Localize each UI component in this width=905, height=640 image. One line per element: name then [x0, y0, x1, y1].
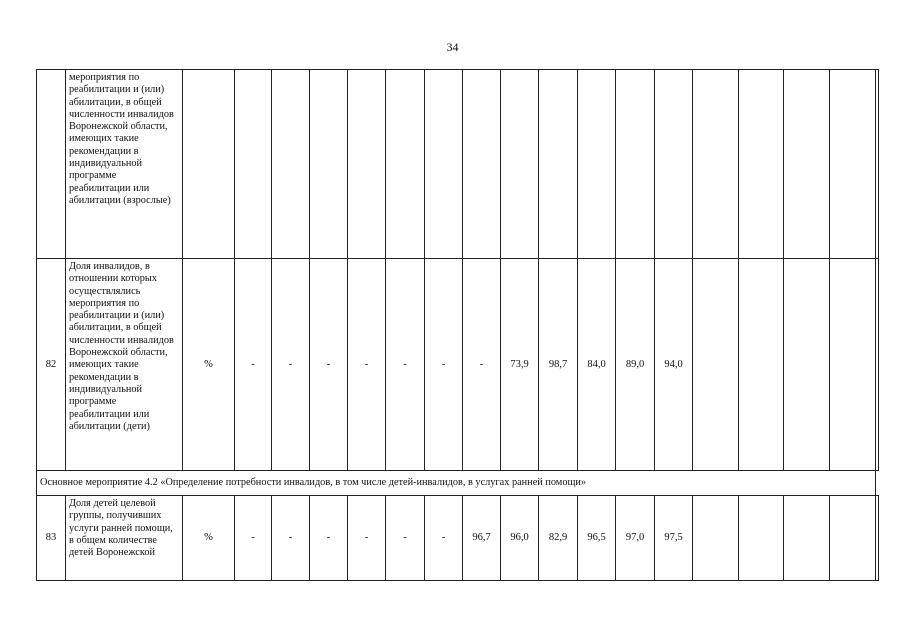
value-cell: 97,5: [655, 496, 693, 581]
row-number: [37, 70, 66, 259]
value-cell: -: [348, 259, 386, 471]
value-cell: 94,0: [655, 259, 693, 471]
value-cell: [539, 70, 578, 259]
value-cell: 82,9: [539, 496, 578, 581]
value-cell: [501, 70, 539, 259]
value-cell: -: [463, 259, 501, 471]
value-cell: [693, 70, 739, 259]
value-cell: -: [425, 496, 463, 581]
value-cell: [739, 70, 784, 259]
value-cell: -: [272, 496, 310, 581]
value-cell: 98,7: [539, 259, 578, 471]
table-row: [37, 496, 879, 581]
value-cell: [876, 259, 879, 471]
value-cell: [235, 70, 272, 259]
table-row: [37, 70, 879, 259]
value-cell: 73,9: [501, 259, 539, 471]
value-cell: [876, 70, 879, 259]
value-cell: [693, 496, 739, 581]
table-body: [37, 70, 879, 581]
value-cell: [310, 70, 348, 259]
unit-cell: %: [183, 496, 235, 581]
value-cell: -: [386, 496, 425, 581]
value-cell: [463, 70, 501, 259]
value-cell: -: [310, 259, 348, 471]
value-cell: [616, 70, 655, 259]
value-cell: 96,7: [463, 496, 501, 581]
value-cell: [578, 70, 616, 259]
value-cell: [784, 496, 830, 581]
value-cell: [739, 496, 784, 581]
page-number: 34: [446, 40, 459, 54]
indicators-table: [36, 69, 879, 581]
indicator-name: Доля инвалидов, в отношении которых осуществлялись мероприятия по реабилитации и (или) абилитации, в общей численности инвалидов Воронежской области, имеющих такие рекомендации в индивидуальной программе реабилитации или абилитации (дети): [66, 259, 183, 471]
value-cell: [655, 70, 693, 259]
value-cell: [386, 70, 425, 259]
value-cell: [425, 70, 463, 259]
value-cell: [784, 259, 830, 471]
indicator-name: мероприятия по реабилитации и (или) абилитации, в общей численности инвалидов Воронежской области, имеющих такие рекомендации в индивидуальной программе реабилитации или абилитации (взрослые): [66, 70, 183, 259]
row-number: 82: [37, 259, 66, 471]
value-cell: [348, 70, 386, 259]
value-cell: [739, 259, 784, 471]
value-cell: [784, 70, 830, 259]
unit-cell: %: [183, 259, 235, 471]
value-cell: [830, 259, 876, 471]
value-cell: -: [425, 259, 463, 471]
value-cell: 84,0: [578, 259, 616, 471]
section-title: Основное мероприятие 4.2 «Определение потребности инвалидов, в том числе детей-инвалидов, в услугах ранней помощи»: [37, 471, 876, 496]
value-cell: 96,0: [501, 496, 539, 581]
value-cell: -: [272, 259, 310, 471]
indicator-name: Доля детей целевой группы, получивших услуги ранней помощи, в общем количестве детей Воронежской: [66, 496, 183, 581]
value-cell: [876, 496, 879, 581]
section-row: [37, 471, 879, 496]
table-row: [37, 259, 879, 471]
unit-cell: [183, 70, 235, 259]
value-cell: -: [310, 496, 348, 581]
value-cell: [830, 70, 876, 259]
value-cell: [272, 70, 310, 259]
row-number: 83: [37, 496, 66, 581]
value-cell: [693, 259, 739, 471]
value-cell: -: [235, 259, 272, 471]
value-cell: 89,0: [616, 259, 655, 471]
value-cell: -: [235, 496, 272, 581]
value-cell: [830, 496, 876, 581]
value-cell: -: [386, 259, 425, 471]
value-cell: 96,5: [578, 496, 616, 581]
value-cell: 97,0: [616, 496, 655, 581]
value-cell: -: [348, 496, 386, 581]
